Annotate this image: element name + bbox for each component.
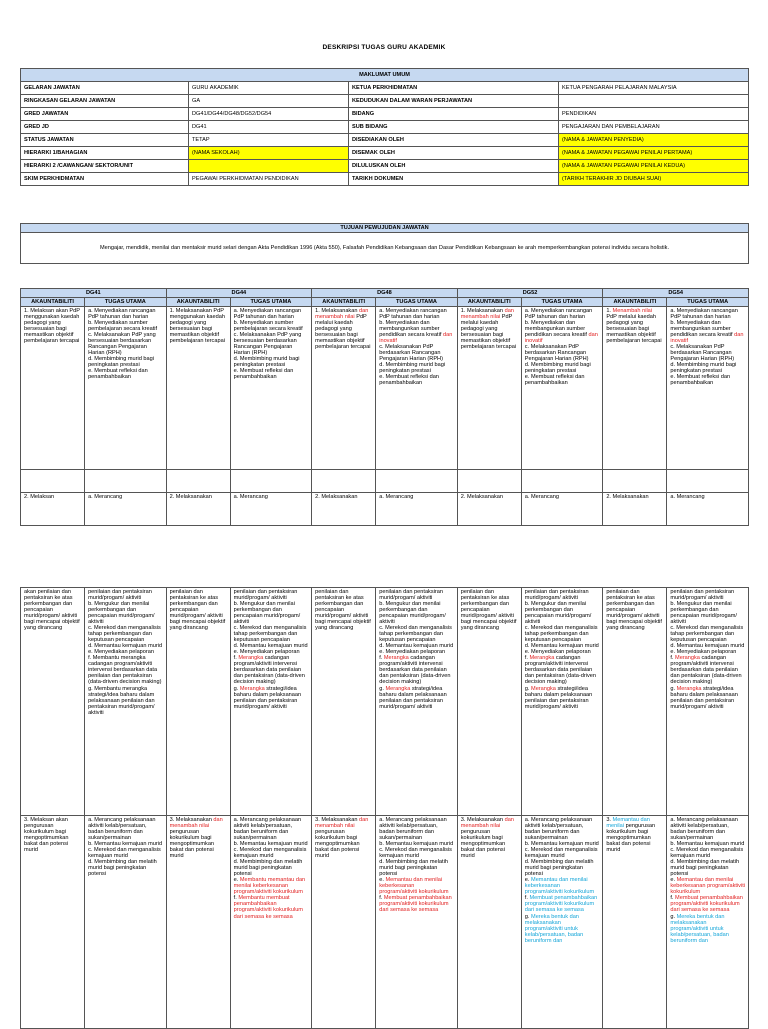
tugas-cell bbox=[667, 588, 749, 816]
tugas-cell bbox=[376, 307, 458, 470]
empty-cell bbox=[21, 470, 85, 493]
akauntabiliti-cell: 2. Melaksan bbox=[21, 493, 85, 526]
cell-text: penilaian dan pentaksiran ke atas perkembangan dan pencapaian murid/progam/ aktiviti bagi mencapai objektif yang dirancang bbox=[460, 589, 517, 632]
info-label: GRED JAWATAN bbox=[21, 108, 189, 121]
akauntabiliti-row-2-continued bbox=[21, 588, 749, 816]
cell-text: g. bbox=[524, 913, 530, 920]
col-tugas-header: TUGAS UTAMA bbox=[85, 298, 167, 307]
cell-text: cadangan program/aktiviti intervensi berdasarkan data penilaian dan pentaksiran (data-driven decision making) g. bbox=[670, 655, 742, 692]
info-row bbox=[21, 147, 749, 160]
cell-text: penilaian dan pentaksiran murid/progam/ aktiviti b. Mengukur dan menilai perkembangan dan pencapaian murid/progam/ aktiviti c. Merekod dan menganalisis tahap perkembangan dan keputusan pencapaian d. Memantau kemajuan murid e. Menyediakan pelaporan f. bbox=[670, 589, 745, 662]
tugas-cell bbox=[521, 307, 603, 470]
info-value bbox=[559, 95, 749, 108]
cell-text: 1. Melaksanakan bbox=[460, 308, 505, 315]
highlight-text: dan inovatif bbox=[524, 332, 598, 345]
col-akauntabiliti-header: AKAUNTABILITI bbox=[166, 298, 230, 307]
highlight-text: Membantu memantau dan menilai keberkesanan program/aktiviti kokurikulum bbox=[233, 877, 306, 896]
cell-text: penilaian dan pentaksiran ke atas perkembangan dan pencapaian murid/progam/ aktiviti bagi mencapai objektif yang dirancang bbox=[169, 589, 226, 632]
tugas-cell bbox=[85, 588, 167, 816]
cell-text: cadangan program/aktiviti intervensi berdasarkan data penilaian dan pentaksiran (data-driven decision making) g. bbox=[379, 655, 451, 692]
info-value bbox=[189, 160, 349, 173]
highlight-text: Mereka bentuk dan melaksanakan program/aktiviti untuk kelab/persatuan, badan beruniform dan bbox=[524, 913, 584, 944]
grade-header-dg44: DG44 bbox=[166, 289, 312, 298]
akauntabiliti-cell bbox=[166, 816, 230, 1029]
akauntabiliti-cell bbox=[21, 307, 85, 470]
empty-cell bbox=[312, 470, 376, 493]
akauntabiliti-row-2 bbox=[21, 493, 749, 526]
cell-text: a. Menyediakan rancangan PdP tahunan dan harian b. Menyediakan sumber pembelajaran secara kreatif c. Melaksanakan PdP yang bersesuaian berdasarkan Rancangan Pengajaran Harian (RPH) d. Membimbing murid bagi peningkatan prestasi e. Membuat refleksi dan penambahbaikan bbox=[88, 308, 158, 381]
col-tugas-header: TUGAS UTAMA bbox=[521, 298, 603, 307]
empty-cell bbox=[521, 470, 603, 493]
akauntabiliti-cell bbox=[457, 307, 521, 470]
tugas-cell bbox=[230, 307, 312, 470]
highlight-text: dan inovatif bbox=[379, 332, 453, 345]
tugas-cell bbox=[376, 816, 458, 1029]
tugas-cell bbox=[667, 307, 749, 470]
cell-text: PdP melalui kaedah pedagogi yang bersesuaian bagi memastikan objektif pembelajaran tercapai bbox=[606, 314, 662, 345]
maklumat-umum-heading: MAKLUMAT UMUM bbox=[21, 69, 749, 82]
info-label: HIERARKI 2 /CAWANGAN/ SEKTOR/UNIT bbox=[21, 160, 189, 173]
cell-text: PdP melalui kaedah pedagogi yang bersesuaian bagi memastikan objektif pembelajaran tercapai bbox=[315, 314, 371, 351]
tugas-cell bbox=[85, 307, 167, 470]
tugas-cell bbox=[521, 588, 603, 816]
tugas-cell bbox=[376, 588, 458, 816]
info-label: SKIM PERKHIDMATAN bbox=[21, 173, 189, 186]
cell-text: a. Menyediakan rancangan PdP tahunan dan harian b. Menyediakan dan membangunkan sumber pendidikan secara kreatif bbox=[670, 308, 738, 339]
tugas-cell: a. Merancang bbox=[230, 493, 312, 526]
cell-text: 1. Melaksanakan PdP menggunakan kaedah pedagogi yang bersesuaian bagi memastikan objektif pembelajaran tercapai bbox=[169, 308, 225, 345]
info-value: (NAMA & JAWATAN PENYEDIA) bbox=[559, 134, 749, 147]
highlight-text: dan menambah nilai bbox=[460, 308, 514, 321]
col-akauntabiliti-header: AKAUNTABILITI bbox=[457, 298, 521, 307]
highlight-text: Merangka bbox=[239, 685, 265, 692]
grade-header-row bbox=[21, 289, 749, 298]
info-value: DG41/DG44/DG48/DG52/DG54 bbox=[189, 108, 349, 121]
highlight-text: Merangka bbox=[238, 655, 264, 662]
akauntabiliti-cell bbox=[603, 307, 667, 470]
col-akauntabiliti-header: AKAUNTABILITI bbox=[312, 298, 376, 307]
cell-text: penilaian dan pentaksiran murid/progam/ aktiviti b. Mengukur dan menilai perkembangan dan pencapaian murid/progam/ aktiviti c. Merekod dan menganalisis tahap perkembangan dan keputusan pencapaian d. Memantau kemajuan murid e. Menyediakan pelaporan f. bbox=[524, 589, 599, 662]
tujuan-text: Mengajar, mendidik, menilai dan mentaksir murid selari dengan Akta Pendidikan 1996 (Akta 550), Falsafah Pendidikan Kebangsaan dan Dasar Pendidikan Kebangsaan ke arah memperkembangkan potensi individu secara holistik. bbox=[21, 233, 749, 264]
cell-text: strategi/idea baharu dalam pelaksanaan penilaian dan pentaksiran murid/progam/ aktiviti bbox=[233, 685, 302, 710]
info-row bbox=[21, 121, 749, 134]
grade-header-dg41: DG41 bbox=[21, 289, 167, 298]
akauntabiliti-cell bbox=[312, 307, 376, 470]
info-value: (TARIKH TERAKHIR JD DIUBAH SUAI) bbox=[559, 173, 749, 186]
highlight-text: dan menambah nilai bbox=[169, 817, 223, 830]
cell-text: pengurusan kokurikulum bagi mengoptimumkan bakat dan potensi murid bbox=[315, 829, 360, 860]
info-label: DILULUSKAN OLEH bbox=[349, 160, 559, 173]
cell-text: c. Melaksanakan PdP berdasarkan Rancangan Pengajaran Harian (RPH) d. Membimbing murid bagi peningkatan prestasi e. Membuat refleksi dan penambahbaikan bbox=[379, 344, 446, 387]
info-row bbox=[21, 173, 749, 186]
highlight-text: Membuat penambahbaikan program/aktiviti kokurikulum dari semasa ke semasa bbox=[379, 895, 452, 914]
highlight-text: dan inovatif bbox=[670, 332, 744, 345]
highlight-text: Merangka bbox=[385, 685, 411, 692]
akauntabiliti-cell bbox=[603, 816, 667, 1029]
highlight-text: Memantau dan menilai keberkesanan program/aktiviti kokurikulum bbox=[524, 877, 595, 896]
cell-text: akan penilaian dan pentaksiran ke atas perkembangan dan pencapaian murid/progam/ aktiviti bagi mencapai objektif yang dirancang bbox=[24, 589, 80, 632]
cell-text: g. bbox=[670, 913, 676, 920]
tujuan-table bbox=[20, 223, 749, 264]
cell-text: a. Menyediakan rancangan PdP tahunan dan harian b. Menyediakan sumber pembelajaran secara kreatif c. Melaksanakan PdP yang bersesuaian berdasarkan Rancangan Pengajaran Harian (RPH) d. Membimbing murid bagi peningkatan prestasi e. Membuat refleksi dan penambahbaikan bbox=[233, 308, 303, 381]
akauntabiliti-cell bbox=[166, 307, 230, 470]
cell-text: a. Menyediakan rancangan PdP tahunan dan harian b. Menyediakan dan membangunkan sumber pendidikan secara kreatif bbox=[379, 308, 447, 339]
info-value: (NAMA & JAWATAN PEGAWAI PENILAI KEDUA) bbox=[559, 160, 749, 173]
akauntabiliti-cell bbox=[21, 588, 85, 816]
info-row bbox=[21, 134, 749, 147]
highlight-text: Merangka bbox=[676, 685, 702, 692]
info-value: GURU AKADEMIK bbox=[189, 82, 349, 95]
empty-cell bbox=[667, 470, 749, 493]
akauntabiliti-cell bbox=[603, 588, 667, 816]
akauntabiliti-cell bbox=[312, 816, 376, 1029]
cell-text: strategi/idea baharu dalam pelaksanaan penilaian dan pentaksiran murid/progam/ aktiviti bbox=[524, 685, 593, 710]
col-akauntabiliti-header: AKAUNTABILITI bbox=[21, 298, 85, 307]
cell-text: a. Merancang pelaksanaan aktiviti kelab/persatuan, badan beruniform dan sukan/permainan b. Memantau kemajuan murid c. Merekod dan menganalisis kemajuan murid d. Membimbing dan melatih murid bagi peningkatan potensi e. bbox=[524, 817, 599, 884]
info-label: HIERARKI 1/BAHAGIAN bbox=[21, 147, 189, 160]
empty-cell bbox=[230, 470, 312, 493]
cell-text: penilaian dan pentaksiran ke atas perkembangan dan pencapaian murid/progam/ aktiviti bagi mencapai objektif yang dirancang bbox=[315, 589, 371, 632]
cell-text: cadangan program/aktiviti intervensi berdasarkan data penilaian dan pentaksiran (data-driven decision making) g. bbox=[233, 655, 305, 692]
empty-cell bbox=[85, 470, 167, 493]
info-label: BIDANG bbox=[349, 108, 559, 121]
empty-cell bbox=[376, 470, 458, 493]
highlight-text: Merangka bbox=[531, 685, 556, 692]
highlight-text: dan menambah nilai bbox=[315, 817, 369, 830]
highlight-text: Membantu membuat penambahbaikan program/aktiviti kokurikulum dari semasa ke semasa bbox=[233, 895, 303, 920]
akauntabiliti-cell bbox=[312, 588, 376, 816]
info-label: GELARAN JAWATAN bbox=[21, 82, 189, 95]
highlight-text: dan menambah nilai bbox=[460, 817, 514, 830]
tugas-cell bbox=[85, 816, 167, 1029]
cell-text: pengurusan kokurikulum bagi mengoptimumkan bakat dan potensi murid bbox=[169, 829, 215, 860]
info-value: PENDIDIKAN bbox=[559, 108, 749, 121]
cell-text: strategi/idea baharu dalam pelaksanaan penilaian dan pentaksiran murid/progam/ aktiviti bbox=[670, 685, 738, 710]
cell-text: 3. bbox=[606, 817, 613, 823]
highlight-text: Membuat penambahbaikan program/aktiviti kokurikulum dari semasa ke semasa bbox=[670, 895, 743, 914]
highlight-text: Merangka bbox=[529, 655, 555, 662]
highlight-text: Memantau dan menilai keberkesanan program/aktiviti kokurikulum bbox=[379, 877, 449, 896]
info-value: PEGAWAI PERKHIDMATAN PENDIDIKAN bbox=[189, 173, 349, 186]
cell-text: pengurusan kokurikulum bagi mengoptimumkan bakat dan potensi murid bbox=[460, 829, 506, 860]
tugas-cell: a. Merancang bbox=[667, 493, 749, 526]
info-value: (NAMA SEKOLAH) bbox=[189, 147, 349, 160]
info-value: (NAMA & JAWATAN PEGAWAI PENILAI PERTAMA) bbox=[559, 147, 749, 160]
cell-text: penilaian dan pentaksiran murid/progam/ aktiviti b. Mengukur dan menilai perkembangan dan pencapaian murid/progam/ aktiviti c. Merekod dan menganalisis tahap perkembangan dan keputusan pencapaian d. Memantau kemajuan murid e. Menyediakan pelaporan f. Membantu merangka cadangan program/aktiviti intervensi berdasarkan data penilaian dan pentaksiran (data-driven decision making) g. Membantu merangka strategi/idea baharu dalam pelaksanaan penilaian dan pentaksiran murid/progam/ aktiviti bbox=[88, 589, 163, 716]
info-label: DISEMAK OLEH bbox=[349, 147, 559, 160]
info-label: RINGKASAN GELARAN JAWATAN bbox=[21, 95, 189, 108]
info-label: SUB BIDANG bbox=[349, 121, 559, 134]
cell-text: 1. bbox=[606, 308, 613, 315]
highlight-text: Membuat penambahbaikan program/aktiviti kokurikulum dari semasa ke semasa bbox=[524, 895, 598, 914]
cell-text: c. Melaksanakan PdP berdasarkan Rancangan Pengajaran Harian (RPH) d. Membimbing murid bagi peningkatan prestasi e. Membuat refleksi dan penambahbaikan bbox=[524, 344, 591, 387]
info-value: GA bbox=[189, 95, 349, 108]
cell-text: a. Merancang pelaksanaan aktiviti kelab/persatuan, badan beruniform dan sukan/permainan b. Memantau kemajuan murid c. Merekod dan menganalisis kemajuan murid d. Membimbing dan melatih murid bagi peningkatan potensi e. bbox=[233, 817, 308, 884]
info-row bbox=[21, 82, 749, 95]
info-label: KEDUDUKAN DALAM WARAN PERJAWATAN bbox=[349, 95, 559, 108]
akauntabiliti-cell bbox=[21, 816, 85, 1029]
cell-text: penilaian dan pentaksiran murid/progam/ aktiviti b. Mengukur dan menilai perkembangan dan pencapaian murid/progam/ aktiviti c. Merekod dan menganalisis tahap perkembangan dan keputusan pencapaian d. Memantau kemajuan murid e. Menyediakan pelaporan f. bbox=[233, 589, 308, 662]
info-label: STATUS JAWATAN bbox=[21, 134, 189, 147]
highlight-text: Merangka bbox=[383, 655, 409, 662]
tugas-cell: a. Merancang bbox=[376, 493, 458, 526]
info-label: KETUA PERKHIDMATAN bbox=[349, 82, 559, 95]
cell-text: penilaian dan pentaksiran murid/progam/ aktiviti b. Mengukur dan menilai perkembangan dan pencapaian murid/progam/ aktiviti c. Merekod dan menganalisis tahap perkembangan dan keputusan pencapaian d. Memantau kemajuan murid e. Menyediakan pelaporan f. bbox=[379, 589, 454, 662]
cell-text: penilaian dan pentaksiran ke atas perkembangan dan pencapaian murid/progam/ aktiviti bagi mencapai objektif yang dirancang bbox=[606, 589, 662, 632]
cell-text: f. bbox=[379, 895, 383, 902]
info-row bbox=[21, 160, 749, 173]
akauntabiliti-cell: 2. Melaksanakan bbox=[603, 493, 667, 526]
page-title: DESKRIPSI TUGAS GURU AKADEMIK bbox=[322, 44, 446, 51]
empty-cell bbox=[166, 470, 230, 493]
cell-text: a. Merancang pelaksanaan aktiviti kelab/persatuan, badan beruniform dan sukan/permainan b. Memantau kemajuan murid c. Merekod dan menganalisis kemajuan murid d. Membimbing dan melatih murid bagi peningkatan potensi e. bbox=[379, 817, 454, 884]
cell-text: a. Menyediakan rancangan PdP tahunan dan harian b. Menyediakan dan membangunkan sumber pendidikan secara kreatif bbox=[524, 308, 593, 339]
info-value: PENGAJARAN DAN PEMBELAJARAN bbox=[559, 121, 749, 134]
akauntabiliti-cell: 2. Melaksanakan bbox=[457, 493, 521, 526]
info-value: KETUA PENGARAH PELAJARAN MALAYSIA bbox=[559, 82, 749, 95]
akauntabiliti-cell: 2. Melaksanakan bbox=[166, 493, 230, 526]
tugas-cell bbox=[521, 816, 603, 1029]
cell-text: 3. Melaksanakan bbox=[169, 817, 214, 823]
cell-text: f. bbox=[233, 895, 237, 902]
cell-text: pengurusan kokurikulum bagi mengoptimumkan bakat dan potensi murid bbox=[606, 823, 656, 854]
tugas-cell bbox=[230, 588, 312, 816]
col-tugas-header: TUGAS UTAMA bbox=[230, 298, 312, 307]
tujuan-heading: TUJUAN PEWUJUDAN JAWATAN bbox=[21, 224, 749, 233]
cell-text: 3. Melaksan akan pengurusan kokurikulum bagi mengoptimumkan bakat dan potensi murid bbox=[24, 817, 69, 854]
akauntabiliti-row-1 bbox=[21, 307, 749, 470]
cell-text: c. Melaksanakan PdP berdasarkan Rancangan Pengajaran Harian (RPH) d. Membimbing murid bagi peningkatan prestasi e. Membuat refleksi dan penambahbaikan bbox=[670, 344, 737, 387]
highlight-text: Menambah nilai bbox=[612, 308, 653, 315]
info-row bbox=[21, 95, 749, 108]
cell-text: a. Merancang pelaksanaan aktiviti kelab/persatuan, badan beruniform dan sukan/permainan b. Memantau kemajuan murid c. Merekod dan menganalisis kemajuan murid d. Membimbing dan melatih murid bagi peningkatan potensi bbox=[88, 817, 163, 878]
cell-text: strategi/idea baharu dalam pelaksanaan penilaian dan pentaksiran murid/progam/ aktiviti bbox=[379, 685, 447, 710]
grade-table-continued bbox=[20, 587, 749, 1029]
gap-row bbox=[21, 470, 749, 493]
cell-text: f. bbox=[524, 895, 528, 902]
info-label: TARIKH DOKUMEN bbox=[349, 173, 559, 186]
highlight-text: dan menambah nilai bbox=[315, 308, 369, 321]
col-tugas-header: TUGAS UTAMA bbox=[376, 298, 458, 307]
maklumat-umum-table bbox=[20, 68, 749, 186]
cell-text: 1. Melaksan akan PdP menggunakan kaedah pedagogi yang bersesuaian bagi memastikan objektif pembelajaran tercapai bbox=[24, 308, 80, 345]
info-label: DISEDIAKAN OLEH bbox=[349, 134, 559, 147]
empty-cell bbox=[457, 470, 521, 493]
highlight-text: Memantau dan menilai bbox=[606, 817, 650, 830]
grade-header-dg54: DG54 bbox=[603, 289, 749, 298]
col-tugas-header: TUGAS UTAMA bbox=[667, 298, 749, 307]
tugas-cell: a. Merancang bbox=[85, 493, 167, 526]
info-row bbox=[21, 108, 749, 121]
cell-text: a. Merancang pelaksanaan aktiviti kelab/persatuan, badan beruniform dan sukan/permainan b. Memantau kemajuan murid c. Merekod dan menganalisis kemajuan murid d. Membimbing dan melatih murid bagi peningkatan potensi e. bbox=[670, 817, 745, 884]
tugas-cell bbox=[230, 816, 312, 1029]
akauntabiliti-row-3 bbox=[21, 816, 749, 1029]
akauntabiliti-cell bbox=[166, 588, 230, 816]
col-akauntabiliti-header: AKAUNTABILITI bbox=[603, 298, 667, 307]
akauntabiliti-cell bbox=[457, 588, 521, 816]
cell-text: 3. Melaksanakan bbox=[315, 817, 359, 823]
column-header-row bbox=[21, 298, 749, 307]
tugas-cell: a. Merancang bbox=[521, 493, 603, 526]
highlight-text: Mereka bentuk dan melaksanakan program/aktiviti untuk kelab/persatuan, badan beruniform dan bbox=[670, 913, 729, 944]
tugas-cell bbox=[667, 816, 749, 1029]
grade-header-dg48: DG48 bbox=[312, 289, 458, 298]
cell-text: f. bbox=[670, 895, 674, 902]
info-value: TETAP bbox=[189, 134, 349, 147]
akauntabiliti-cell: 2. Melaksanakan bbox=[312, 493, 376, 526]
grade-table bbox=[20, 288, 749, 526]
empty-cell bbox=[603, 470, 667, 493]
highlight-text: Memantau dan menilai keberkesanan program/aktiviti kokurikulum bbox=[670, 877, 745, 896]
info-value: DG41 bbox=[189, 121, 349, 134]
akauntabiliti-cell bbox=[457, 816, 521, 1029]
highlight-text: Merangka bbox=[675, 655, 700, 662]
cell-text: PdP melalui kaedah pedagogi yang bersesuaian bagi memastikan objektif pembelajaran tercapai bbox=[460, 314, 517, 351]
cell-text: cadangan program/aktiviti intervensi berdasarkan data penilaian dan pentaksiran (data-driven decision making) g. bbox=[524, 655, 597, 692]
grade-header-dg52: DG52 bbox=[457, 289, 603, 298]
info-label: GRED JD bbox=[21, 121, 189, 134]
cell-text: 1. Melaksanakan bbox=[315, 308, 359, 315]
cell-text: 3. Melaksanakan bbox=[460, 817, 505, 823]
